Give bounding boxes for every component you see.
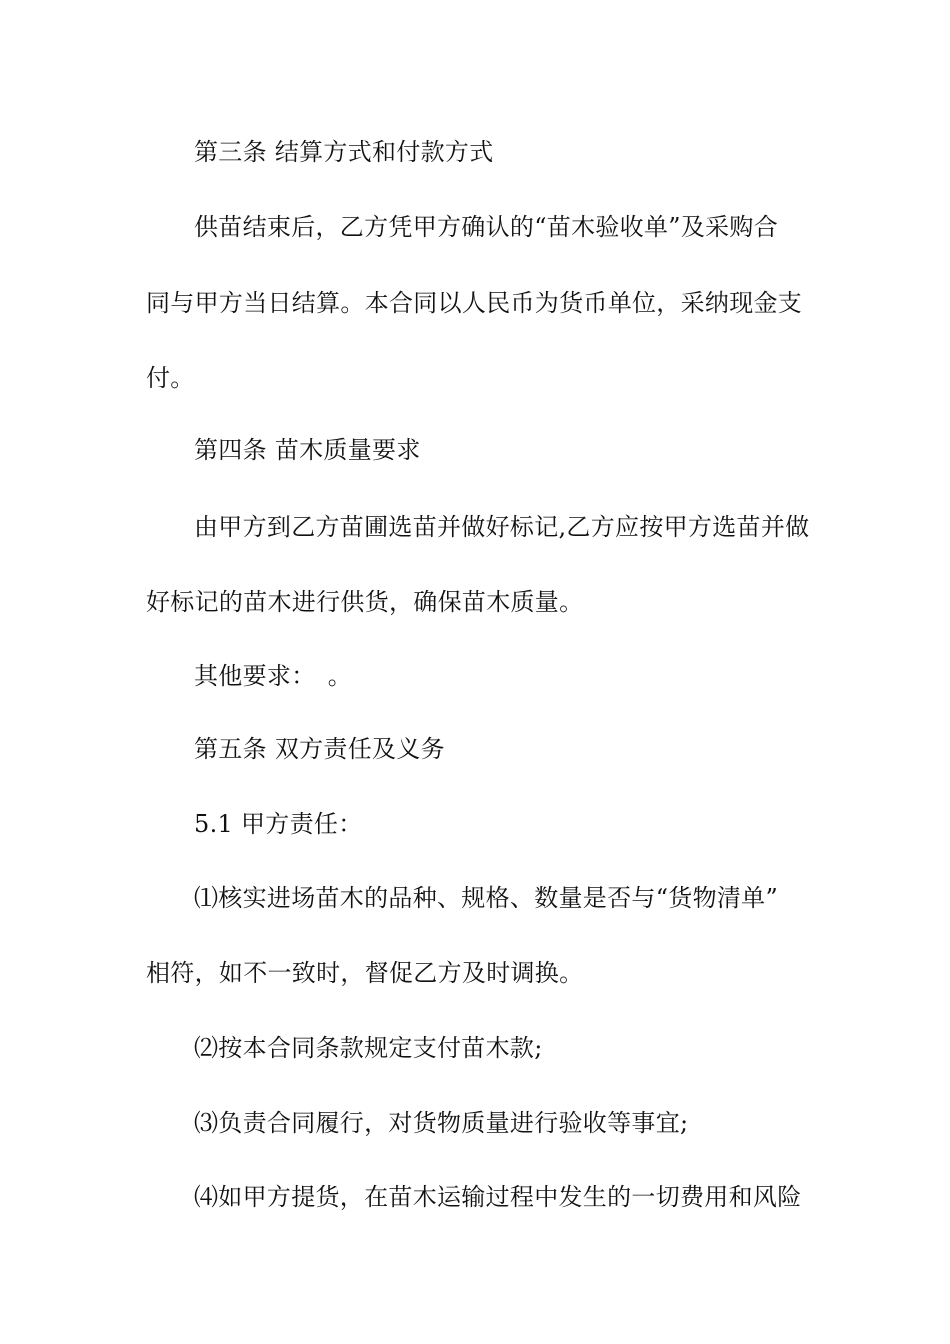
list-item-line: ⑴核实进场苗木的品种、规格、数量是否与“货物清单”	[194, 884, 779, 912]
article-3-heading: 第三条 结算方式和付款方式	[194, 138, 494, 166]
list-item-line: ⑷如甲方提货，在苗木运输过程中发生的一切费用和风险	[194, 1183, 802, 1211]
paragraph-line: 好标记的苗木进行供货，确保苗木质量。	[146, 588, 584, 616]
paragraph-line: 由甲方到乙方苗圃选苗并做好标记,乙方应按甲方选苗并做	[194, 513, 810, 541]
list-item-line: ⑵按本合同条款规定支付苗木款;	[194, 1034, 543, 1062]
list-item-line: 相符，如不一致时，督促乙方及时调换。	[146, 959, 584, 987]
paragraph-line: 同与甲方当日结算。本合同以人民币为货币单位，采纳现金支	[146, 289, 803, 317]
list-item-line: ⑶负责合同履行，对货物质量进行验收等事宜;	[194, 1109, 689, 1137]
paragraph-line: 付。	[146, 364, 195, 392]
other-requirements-line: 其他要求： 。	[194, 662, 353, 690]
section-5-1-heading: 5.1 甲方责任：	[194, 810, 363, 838]
article-4-heading: 第四条 苗木质量要求	[194, 436, 421, 464]
article-5-heading: 第五条 双方责任及义务	[194, 735, 445, 763]
paragraph-line: 供苗结束后，乙方凭甲方确认的“苗木验收单”及采购合	[194, 213, 779, 241]
